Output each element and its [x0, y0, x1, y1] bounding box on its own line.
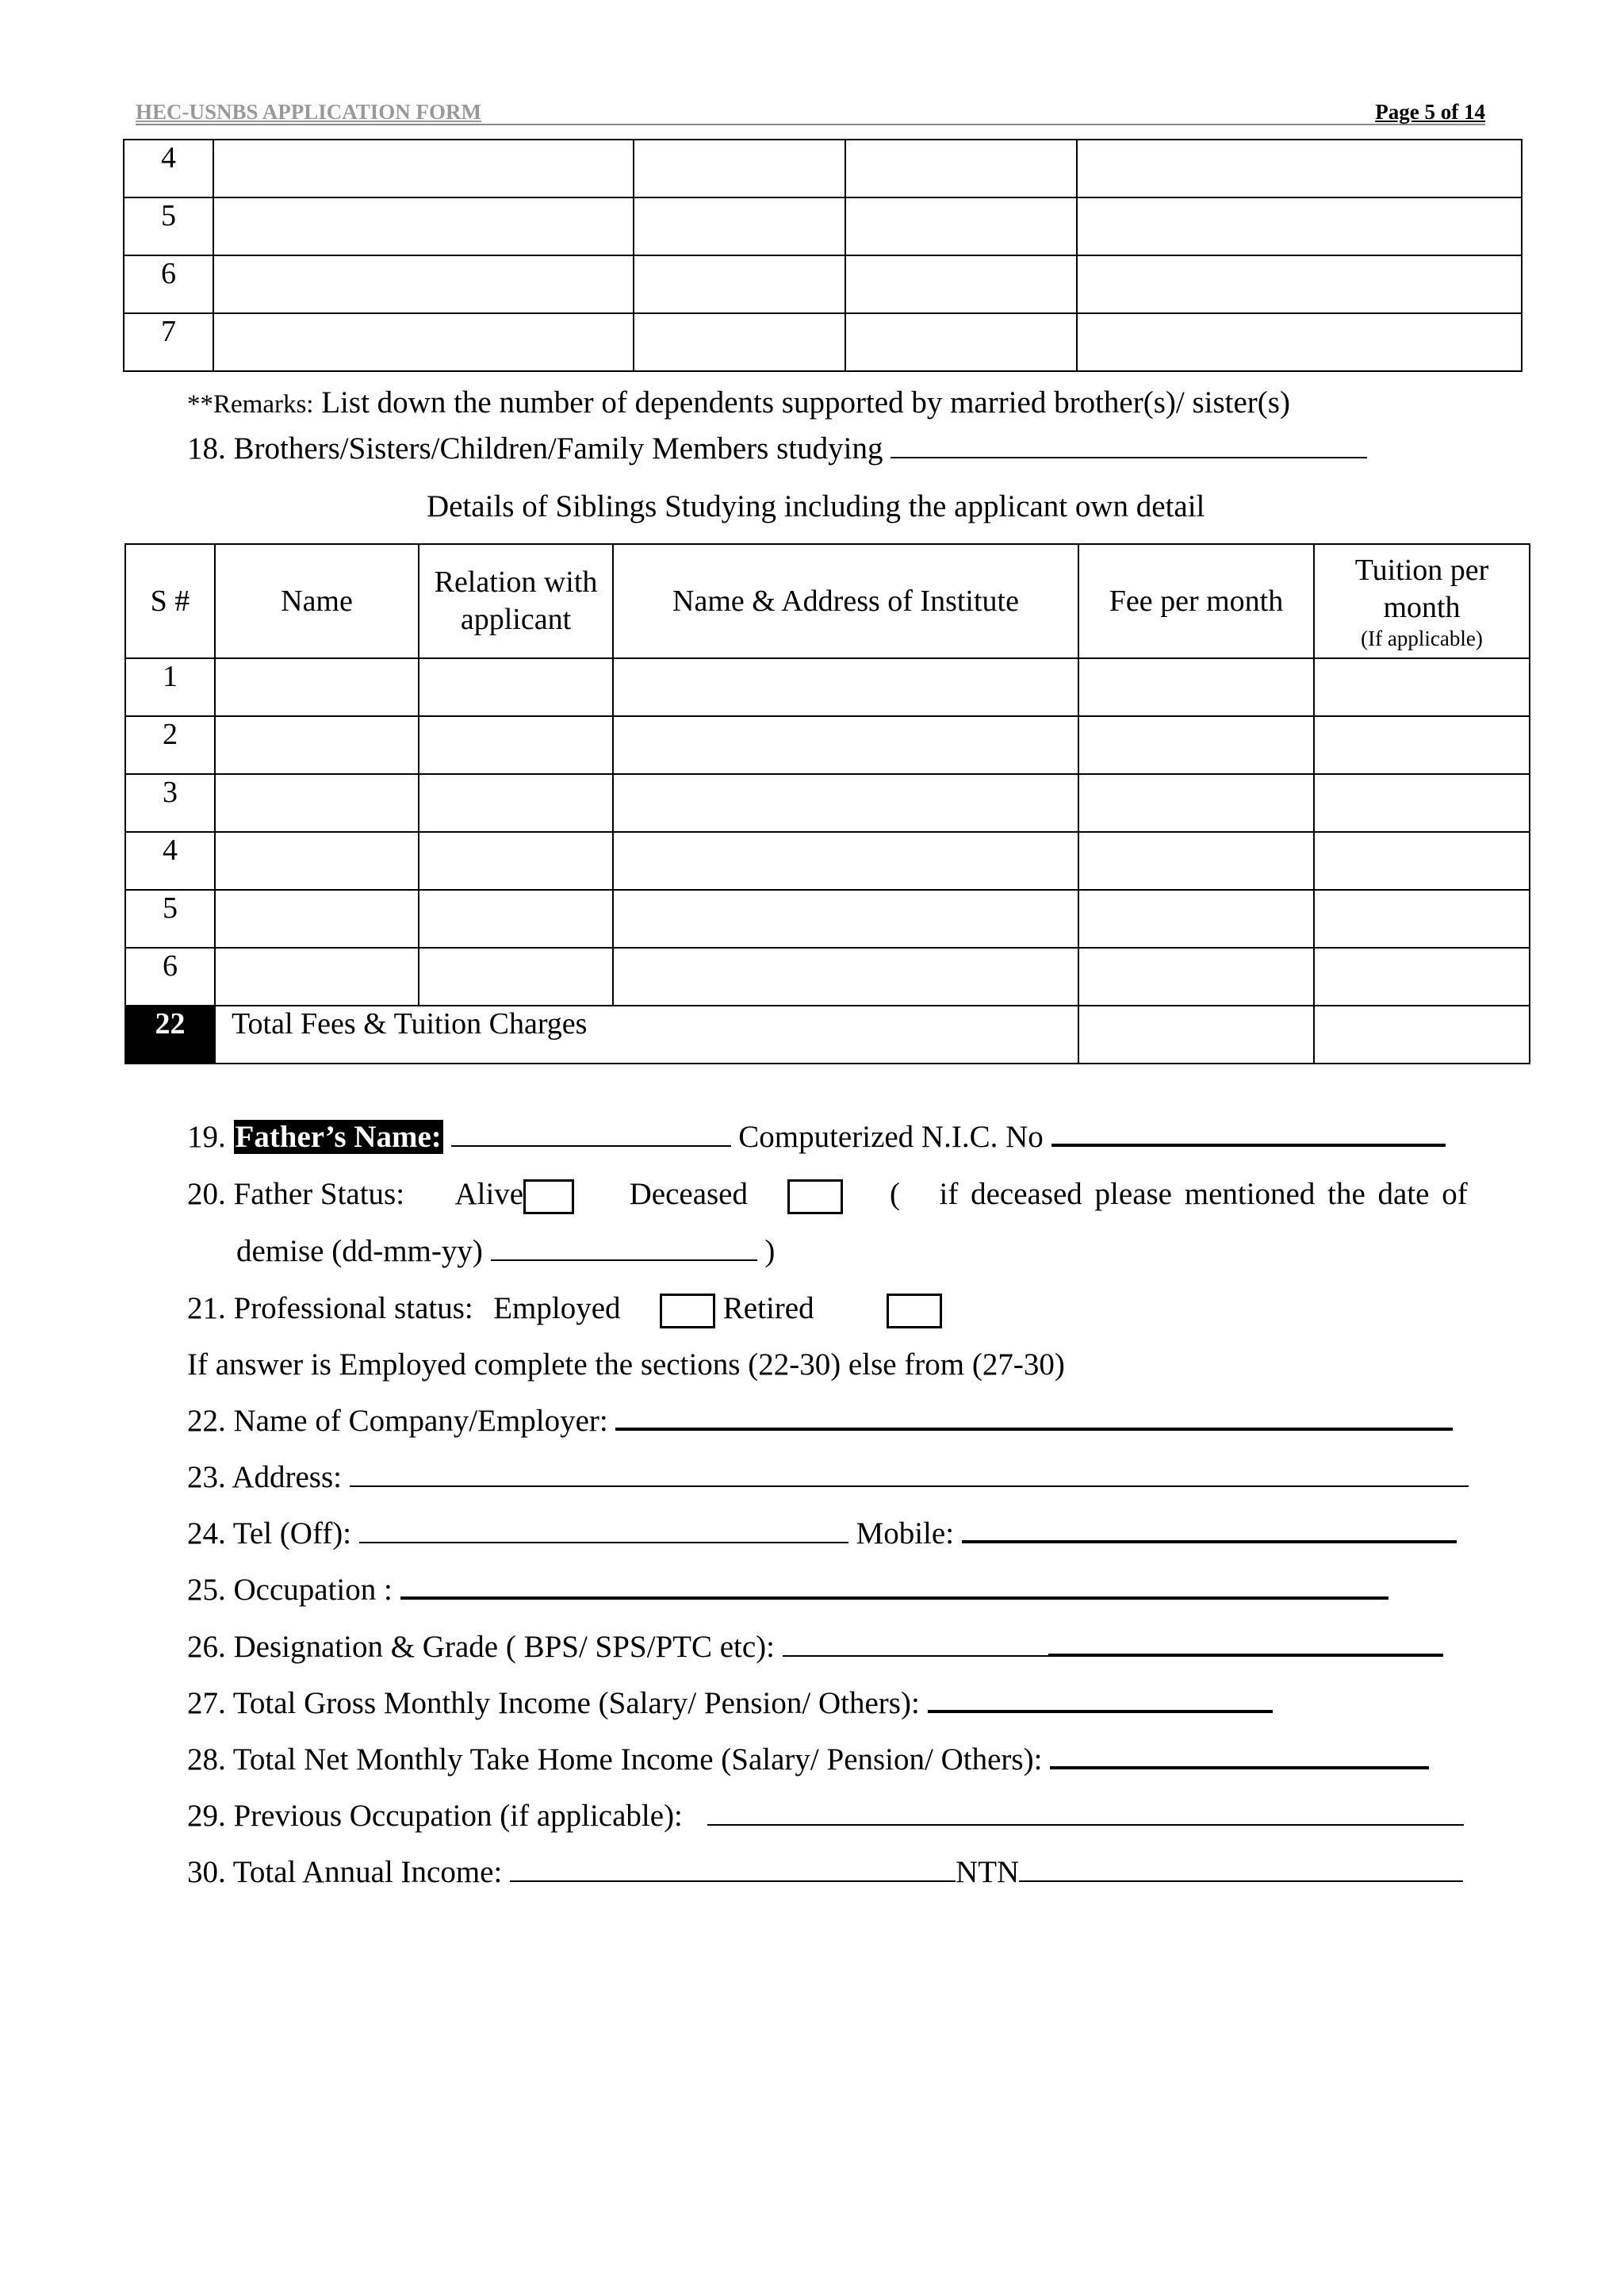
table-cell[interactable] [215, 774, 419, 832]
q18-field[interactable] [891, 433, 1367, 458]
table-cell[interactable] [1077, 313, 1522, 371]
table-cell[interactable] [213, 255, 634, 313]
table-row [125, 658, 1530, 716]
table-cell[interactable] [613, 774, 1078, 832]
table-cell[interactable] [1078, 832, 1314, 890]
table-cell[interactable] [613, 832, 1078, 890]
address-field[interactable] [350, 1462, 1469, 1487]
employment-instruction: If answer is Employed complete the sections (22-30) else from (27-30) [187, 1347, 1065, 1382]
question-25 [187, 1571, 1388, 1609]
table-cell[interactable] [419, 774, 613, 832]
table-cell[interactable] [1314, 948, 1530, 1006]
q19-number: 19. [187, 1120, 226, 1154]
retired-checkbox[interactable] [887, 1294, 942, 1328]
table-cell[interactable] [213, 140, 634, 197]
tuition-header-label: Tuition per month [1354, 554, 1489, 624]
table-cell[interactable] [213, 197, 634, 255]
table-cell[interactable] [845, 255, 1077, 313]
table-row [125, 832, 1530, 890]
q27-label: 27. Total Gross Monthly Income (Salary/ Pension/ Others): [187, 1686, 920, 1720]
tel-field[interactable] [359, 1518, 848, 1543]
alive-label: Alive [454, 1177, 524, 1211]
table-row [124, 197, 1522, 255]
question-20 [187, 1175, 1503, 1214]
question-21 [187, 1290, 942, 1328]
table-cell[interactable] [613, 658, 1078, 716]
table-cell[interactable] [845, 197, 1077, 255]
question-20-demise [236, 1232, 775, 1271]
question-19 [187, 1118, 1446, 1156]
employed-checkbox[interactable] [660, 1294, 715, 1328]
employer-field[interactable] [615, 1404, 1453, 1431]
q23-label: 23. Address: [187, 1460, 342, 1494]
table-cell[interactable] [419, 890, 613, 948]
table-cell[interactable] [1314, 774, 1530, 832]
q20-open-paren: ( [890, 1177, 900, 1211]
table-row [125, 948, 1530, 1006]
table-cell[interactable] [1314, 716, 1530, 774]
question-23 [187, 1458, 1469, 1497]
table-cell[interactable] [1078, 658, 1314, 716]
occupation-field[interactable] [400, 1573, 1388, 1600]
employed-label: Employed [493, 1291, 621, 1325]
row-number: 4 [125, 832, 215, 890]
table-cell[interactable] [1077, 197, 1522, 255]
table-cell[interactable] [1078, 948, 1314, 1006]
table-cell[interactable] [215, 890, 419, 948]
row-number: 5 [124, 197, 213, 255]
table-cell[interactable] [613, 890, 1078, 948]
q20-label: 20. Father Status: [187, 1177, 405, 1211]
question-26 [187, 1628, 1443, 1666]
q28-label: 28. Total Net Monthly Take Home Income (Salary/ Pension/ Others): [187, 1742, 1043, 1777]
question-29 [187, 1797, 1464, 1835]
question-27 [187, 1685, 1273, 1723]
q20-note: if deceased please mentioned the date of [939, 1177, 1468, 1211]
table-row [124, 255, 1522, 313]
q29-label: 29. Previous Occupation (if applicable): [187, 1799, 683, 1833]
table-row [124, 140, 1522, 197]
table-cell[interactable] [215, 658, 419, 716]
table-cell[interactable] [634, 255, 845, 313]
alive-checkbox[interactable] [523, 1179, 574, 1214]
table-cell[interactable] [419, 658, 613, 716]
cnic-label: Computerized N.I.C. No [738, 1120, 1044, 1154]
q22-label: 22. Name of Company/Employer: [187, 1404, 608, 1438]
dependents-table [123, 139, 1522, 372]
row-number: 1 [125, 658, 215, 716]
ntn-label: NTN [956, 1855, 1020, 1889]
remarks-prefix: **Remarks: [187, 390, 314, 419]
table-cell[interactable] [613, 716, 1078, 774]
row-number: 4 [124, 140, 213, 197]
table-cell[interactable] [1314, 890, 1530, 948]
question-22 [187, 1402, 1453, 1440]
demise-label: demise (dd-mm-yy) [236, 1234, 483, 1268]
question-28 [187, 1741, 1429, 1779]
q25-label: 25. Occupation : [187, 1573, 393, 1607]
table-cell[interactable] [613, 948, 1078, 1006]
col-header-fee: Fee per month [1078, 544, 1314, 658]
table-row [124, 313, 1522, 371]
table-cell[interactable] [215, 832, 419, 890]
question-18 [187, 430, 1367, 468]
demise-date-field[interactable] [491, 1236, 757, 1261]
table-cell[interactable] [419, 832, 613, 890]
table-cell[interactable] [1078, 774, 1314, 832]
annual-income-field[interactable] [510, 1857, 956, 1882]
ntn-field[interactable] [1019, 1857, 1463, 1882]
table-cell[interactable] [634, 197, 845, 255]
deceased-checkbox[interactable] [787, 1179, 843, 1214]
table-header-row [125, 544, 1530, 658]
q18-label: 18. Brothers/Sisters/Children/Family Members studying [187, 431, 883, 466]
question-30 [187, 1853, 1463, 1892]
table-row [125, 890, 1530, 948]
table-cell[interactable] [1078, 716, 1314, 774]
col-header-relation: Relation with applicant [419, 544, 613, 658]
table-cell[interactable] [215, 948, 419, 1006]
father-name-field[interactable] [451, 1121, 731, 1147]
q19-label: Father’s Name: [235, 1120, 442, 1154]
siblings-table [124, 543, 1530, 1064]
table-cell[interactable] [845, 140, 1077, 197]
table-row [125, 716, 1530, 774]
col-header-institute: Name & Address of Institute [613, 544, 1078, 658]
table-cell[interactable] [1314, 658, 1530, 716]
total-tuition-cell[interactable] [1314, 1006, 1530, 1064]
row-number: 3 [125, 774, 215, 832]
retired-label: Retired [722, 1291, 814, 1325]
row-number: 6 [124, 255, 213, 313]
table-cell[interactable] [1078, 890, 1314, 948]
designation-field-b[interactable] [1048, 1630, 1443, 1657]
q24-tel-label: 24. Tel (Off): [187, 1516, 352, 1550]
table-cell[interactable] [1077, 255, 1522, 313]
table-cell[interactable] [419, 948, 613, 1006]
row-number: 5 [125, 890, 215, 948]
table-row [125, 774, 1530, 832]
table-cell[interactable] [634, 140, 845, 197]
q21-label: 21. Professional status: [187, 1291, 473, 1325]
q24-mobile-label: Mobile: [856, 1516, 955, 1550]
table-cell[interactable] [1314, 832, 1530, 890]
q26-label: 26. Designation & Grade ( BPS/ SPS/PTC etc): [187, 1630, 775, 1664]
col-header-sno: S # [125, 544, 215, 658]
total-label: Total Fees & Tuition Charges [215, 1006, 1078, 1064]
siblings-caption: Details of Siblings Studying including the applicant own detail [427, 489, 1205, 523]
total-row [125, 1006, 1530, 1064]
table-cell[interactable] [419, 716, 613, 774]
page-number: Page 5 of 14 [1375, 100, 1485, 124]
table-cell[interactable] [1077, 140, 1522, 197]
form-title: HEC-USNBS APPLICATION FORM [136, 100, 482, 124]
total-fee-cell[interactable] [1078, 1006, 1314, 1064]
col-header-name: Name [215, 544, 419, 658]
net-income-field[interactable] [1050, 1742, 1429, 1769]
q20-close-paren: ) [764, 1234, 776, 1268]
cnic-field[interactable] [1051, 1120, 1446, 1147]
remarks-text: List down the number of dependents supported by married brother(s)/ sister(s) [313, 385, 1290, 420]
previous-occupation-field[interactable] [707, 1800, 1464, 1826]
row-number: 2 [125, 716, 215, 774]
remarks [187, 384, 1290, 424]
q30-label: 30. Total Annual Income: [187, 1855, 503, 1889]
deceased-label: Deceased [629, 1177, 748, 1211]
gross-income-field[interactable] [928, 1686, 1273, 1713]
row-number: 6 [125, 948, 215, 1006]
table-cell[interactable] [634, 313, 845, 371]
col-header-tuition [1314, 544, 1530, 658]
table-cell[interactable] [845, 313, 1077, 371]
table-cell[interactable] [213, 313, 634, 371]
tuition-header-note: (If applicable) [1361, 627, 1483, 650]
question-24 [187, 1515, 1457, 1553]
mobile-field[interactable] [962, 1516, 1457, 1543]
row-number: 7 [124, 313, 213, 371]
page-header [136, 100, 1485, 125]
designation-field-a[interactable] [783, 1631, 1048, 1657]
total-row-number: 22 [125, 1006, 215, 1064]
table-cell[interactable] [215, 716, 419, 774]
